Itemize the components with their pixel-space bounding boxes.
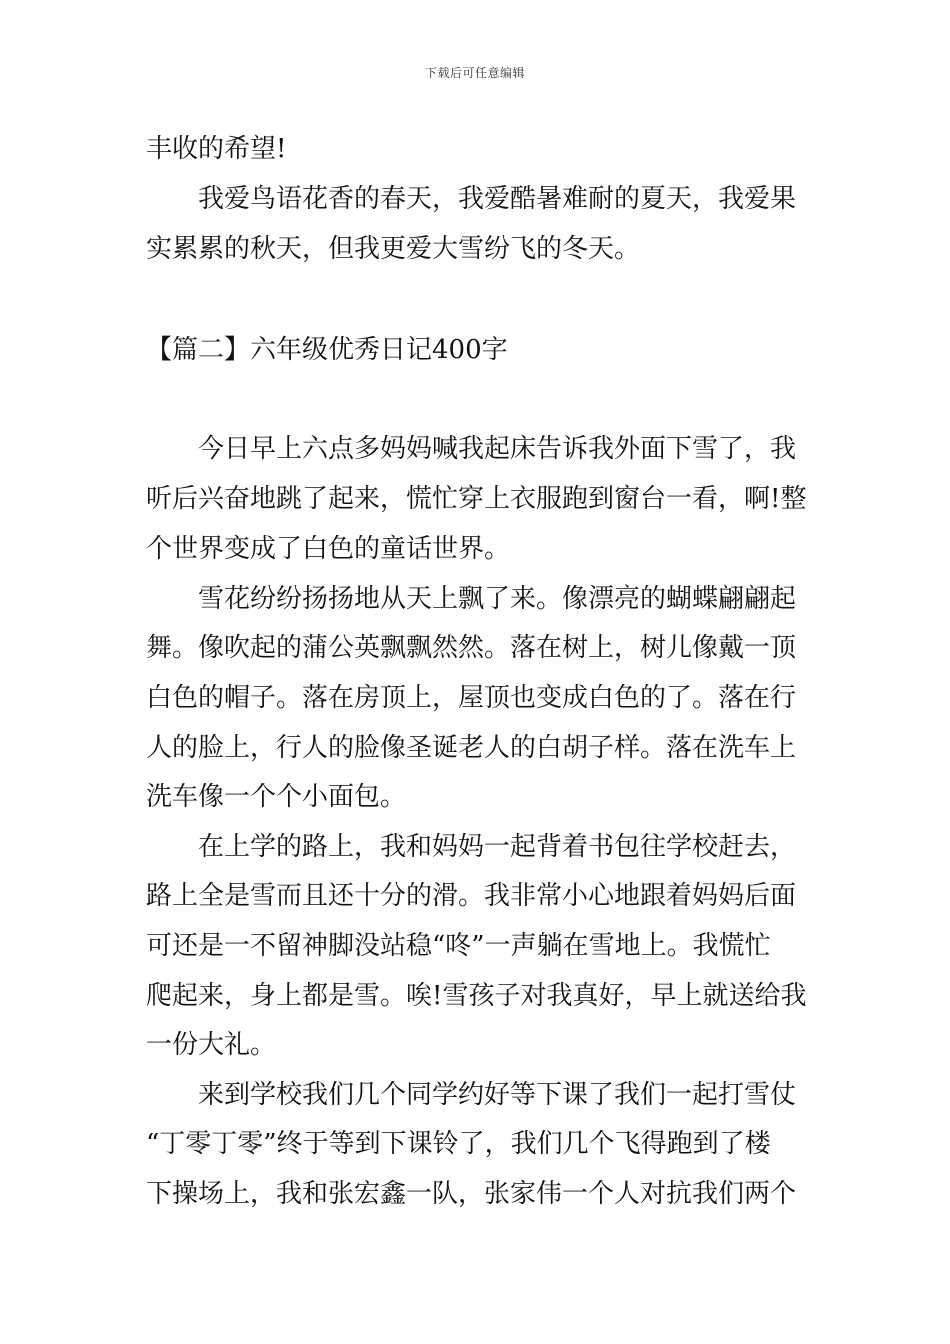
text-line: “丁零丁零”终于等到下课铃了，我们几个飞得跑到了楼 [146,1129,771,1159]
page-header: 下载后可任意编辑 [424,66,525,80]
text-line: 路上全是雪而且还十分的滑。我非常小心地跟着妈妈后面 [146,881,797,911]
text-line: 来到学校我们几个同学约好等下课了我们一起打雪仗 [198,1080,797,1110]
text-line: 下操场上，我和张宏鑫一队，张家伟一个人对抗我们两个 [146,1179,797,1209]
text-line: 舞。像吹起的蒲公英飘飘然然。落在树上，树儿像戴一顶 [146,633,797,663]
text-line: 丰收的希望! [146,134,287,164]
text-line: 实累累的秋天，但我更爱大雪纷飞的冬天。 [146,234,641,264]
text-line: 我爱鸟语花香的春天，我爱酷暑难耐的夏天，我爱果 [198,184,797,214]
text-line: 洗车像一个个小面包。 [146,782,407,812]
text-line: 今日早上六点多妈妈喊我起床告诉我外面下雪了，我 [198,434,797,464]
text-line: 雪花纷纷扬扬地从天上飘了来。像漂亮的蝴蝶翩翩起 [198,584,797,614]
text-line: 可还是一不留神脚没站稳“咚”一声躺在雪地上。我慌忙 [146,931,771,961]
text-line: 个世界变成了白色的童话世界。 [146,534,511,564]
text-line: 听后兴奋地跳了起来，慌忙穿上衣服跑到窗台一看，啊!整 [146,484,807,514]
text-line: 一份大礼。 [146,1030,277,1060]
text-line: 在上学的路上，我和妈妈一起背着书包往学校赶去， [198,832,797,862]
section-heading: 【篇二】六年级优秀日记400字 [146,335,508,365]
text-line: 白色的帽子。落在房顶上，屋顶也变成白色的了。落在行 [146,683,797,713]
text-line: 人的脸上，行人的脸像圣诞老人的白胡子样。落在洗车上 [146,733,797,763]
text-line: 爬起来，身上都是雪。唉!雪孩子对我真好，早上就送给我 [146,981,807,1011]
